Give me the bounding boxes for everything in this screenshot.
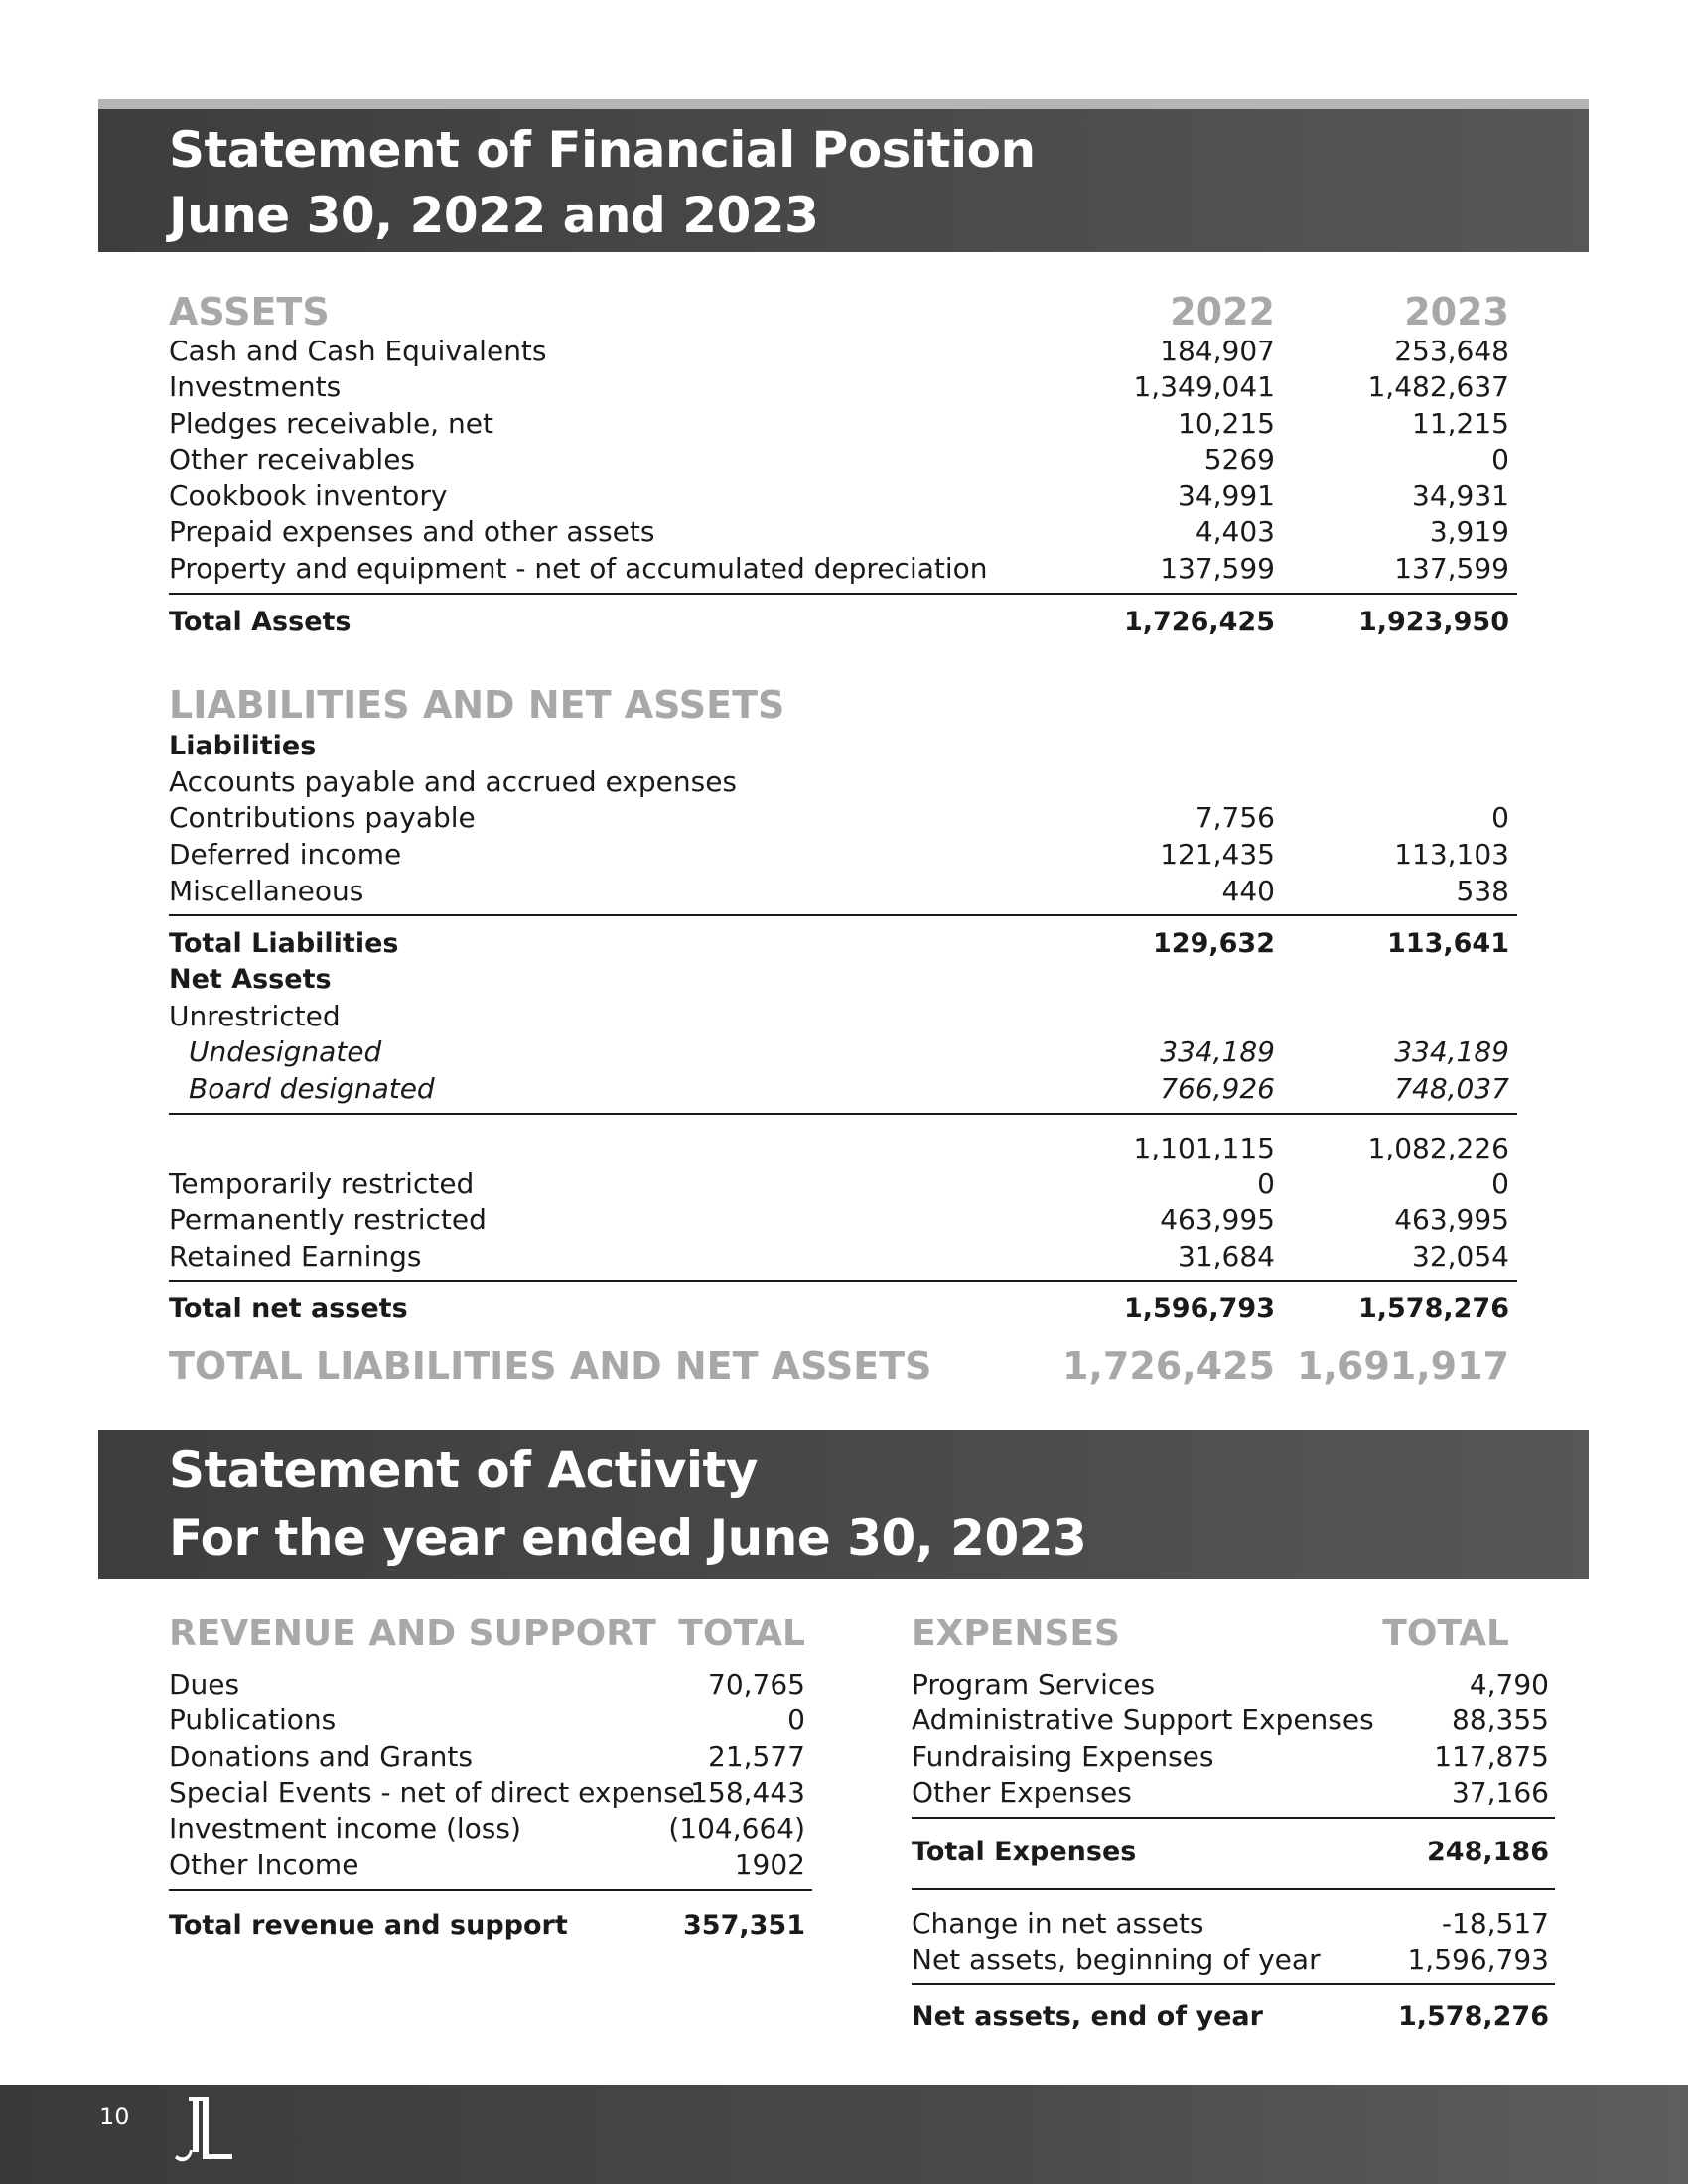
divider (912, 1983, 1555, 1985)
activity-period: For the year ended June 30, 2023 (169, 1509, 1087, 1567)
value-2022: 129,632 (1153, 928, 1275, 959)
divider (169, 914, 1517, 916)
row-label: Change in net assets (912, 1907, 1204, 1940)
row-label: Other Expenses (912, 1776, 1132, 1809)
divider (912, 1817, 1555, 1819)
value-2023: 748,037 (1394, 1072, 1509, 1105)
value-2023: 3,919 (1429, 515, 1509, 548)
row-value: 70,765 (708, 1668, 805, 1701)
revenue-total-heading: TOTAL (678, 1613, 805, 1654)
value-2022: 31,684 (1178, 1240, 1275, 1273)
row-label: Net assets, end of year (912, 2001, 1263, 2032)
value-2022: 10,215 (1178, 407, 1275, 440)
liabilities-net-assets-heading: LIABILITIES AND NET ASSETS (169, 683, 785, 727)
year-2023-heading: 2023 (1404, 290, 1509, 334)
revenue-heading: REVENUE AND SUPPORT (169, 1613, 656, 1654)
value-2023: 1,923,950 (1357, 607, 1509, 637)
financial-position-banner (98, 109, 1589, 252)
row-value: 357,351 (683, 1910, 805, 1941)
value-2023: 0 (1491, 443, 1509, 476)
row-label: Program Services (912, 1668, 1156, 1701)
header-rule (98, 99, 1589, 109)
row-label: Publications (169, 1704, 337, 1736)
row-label: Pledges receivable, net (169, 407, 493, 440)
expenses-total-heading: TOTAL (1382, 1613, 1509, 1654)
row-label: Board designated (189, 1072, 435, 1105)
value-2022: 137,599 (1160, 552, 1275, 585)
value-2023: 463,995 (1394, 1203, 1509, 1236)
row-value: 1,596,793 (1407, 1943, 1549, 1976)
row-value: 21,577 (708, 1740, 805, 1773)
value-2022: 7,756 (1195, 801, 1275, 834)
value-2023: 334,189 (1394, 1035, 1509, 1068)
row-label: Miscellaneous (169, 875, 364, 907)
value-2023: 1,578,276 (1357, 1294, 1509, 1324)
row-label: Undesignated (189, 1035, 382, 1068)
row-label: Total net assets (169, 1294, 408, 1324)
row-value: 88,355 (1452, 1704, 1549, 1736)
value-2022: 4,403 (1195, 515, 1275, 548)
row-value: 37,166 (1452, 1776, 1549, 1809)
row-label: Special Events - net of direct expense (169, 1776, 696, 1809)
row-label: Investment income (loss) (169, 1812, 521, 1844)
row-label: Total Assets (169, 607, 352, 637)
value-2022: 1,596,793 (1123, 1294, 1275, 1324)
financial-position-date: June 30, 2022 and 2023 (169, 187, 819, 244)
row-label: Net assets, beginning of year (912, 1943, 1321, 1976)
grand-total-2022: 1,726,425 (1062, 1344, 1275, 1388)
row-label: Property and equipment - net of accumulated depreciation (169, 552, 988, 585)
value-2023: 0 (1491, 801, 1509, 834)
value-2023: 34,931 (1412, 479, 1509, 512)
value-2023: 113,641 (1387, 928, 1509, 959)
value-2023: 253,648 (1394, 335, 1509, 367)
value-2023: 538 (1456, 875, 1509, 907)
row-label: Administrative Support Expenses (912, 1704, 1374, 1736)
row-label: Total revenue and support (169, 1910, 568, 1941)
value-2023: 137,599 (1394, 552, 1509, 585)
row-label: Total Liabilities (169, 928, 399, 959)
row-value: 1,578,276 (1397, 2001, 1549, 2032)
grand-total-label: TOTAL LIABILITIES AND NET ASSETS (169, 1344, 932, 1388)
value-2023: 1,082,226 (1367, 1132, 1509, 1164)
row-value: 4,790 (1469, 1668, 1549, 1701)
row-label: Accounts payable and accrued expenses (169, 765, 738, 798)
financial-position-title: Statement of Financial Position (169, 121, 1036, 179)
value-2023: 11,215 (1412, 407, 1509, 440)
divider (169, 593, 1517, 595)
row-value: 158,443 (690, 1776, 805, 1809)
row-label: Other Income (169, 1848, 359, 1881)
row-value: 1902 (734, 1848, 805, 1881)
divider (169, 1889, 812, 1891)
row-label: Dues (169, 1668, 240, 1701)
value-2022: 440 (1221, 875, 1275, 907)
value-2022: 1,101,115 (1133, 1132, 1275, 1164)
value-2023: 113,103 (1394, 838, 1509, 871)
row-value: -18,517 (1441, 1907, 1549, 1940)
value-2022: 1,349,041 (1133, 370, 1275, 403)
row-label: Contributions payable (169, 801, 476, 834)
row-label: Cookbook inventory (169, 479, 448, 512)
row-label: Other receivables (169, 443, 416, 476)
year-2022-heading: 2022 (1170, 290, 1275, 334)
divider (169, 1113, 1517, 1115)
value-2023: 32,054 (1412, 1240, 1509, 1273)
activity-banner (98, 1430, 1589, 1579)
row-value: 0 (787, 1704, 805, 1736)
expenses-heading: EXPENSES (912, 1613, 1120, 1654)
assets-heading: ASSETS (169, 290, 330, 334)
value-2022: 334,189 (1160, 1035, 1275, 1068)
row-value: 248,186 (1427, 1837, 1549, 1867)
row-label: Investments (169, 370, 342, 403)
row-label: Deferred income (169, 838, 402, 871)
row-label: Fundraising Expenses (912, 1740, 1214, 1773)
row-label: Permanently restricted (169, 1203, 487, 1236)
grand-total-2023: 1,691,917 (1297, 1344, 1509, 1388)
row-label: Temporarily restricted (169, 1167, 475, 1200)
value-2023: 1,482,637 (1367, 370, 1509, 403)
row-label: Total Expenses (912, 1837, 1137, 1867)
row-value: 117,875 (1434, 1740, 1549, 1773)
row-label: Retained Earnings (169, 1240, 422, 1273)
value-2022: 766,926 (1160, 1072, 1275, 1105)
row-label: Prepaid expenses and other assets (169, 515, 655, 548)
row-label: Donations and Grants (169, 1740, 473, 1773)
value-2022: 0 (1257, 1167, 1275, 1200)
value-2022: 5269 (1203, 443, 1275, 476)
row-value: (104,664) (668, 1812, 805, 1844)
value-2022: 1,726,425 (1123, 607, 1275, 637)
value-2023: 0 (1491, 1167, 1509, 1200)
value-2022: 121,435 (1160, 838, 1275, 871)
value-2022: 34,991 (1178, 479, 1275, 512)
row-label: Cash and Cash Equivalents (169, 335, 547, 367)
divider (912, 1888, 1555, 1890)
page-number: 10 (99, 2103, 130, 2130)
value-2022: 184,907 (1160, 335, 1275, 367)
value-2022: 463,995 (1160, 1203, 1275, 1236)
activity-title: Statement of Activity (169, 1441, 758, 1499)
junior-league-logo-icon (167, 2093, 236, 2168)
page-footer (0, 2085, 1688, 2184)
divider (169, 1280, 1517, 1282)
